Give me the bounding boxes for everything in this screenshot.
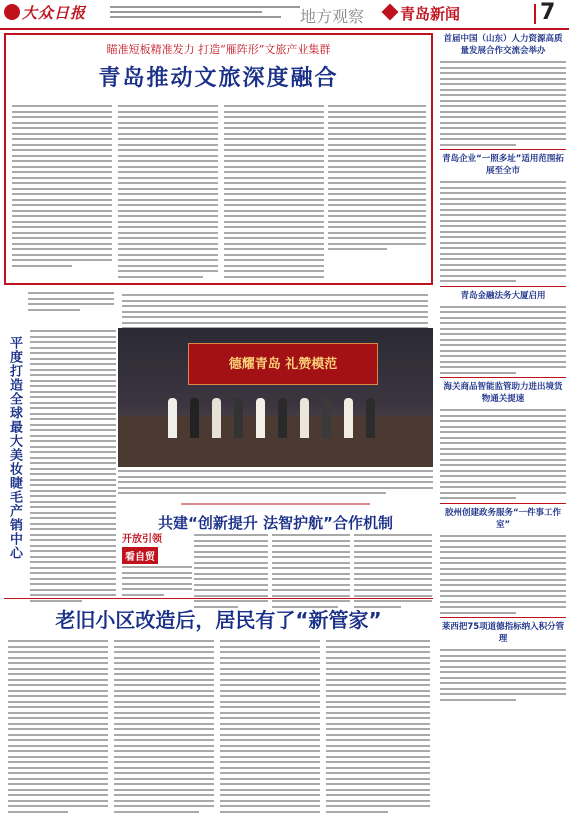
middle-story-col-3 — [354, 534, 432, 611]
honoree-figure — [190, 398, 199, 438]
photo-caption — [118, 470, 433, 498]
brief-body — [440, 181, 566, 282]
lead-kicker: 瞄准短板精准发力 打造“雁阵形”文旅产业集群 — [106, 43, 331, 56]
bottom-story-col-4 — [326, 640, 430, 816]
lead-body-col-3 — [224, 105, 324, 281]
brief-headline-customs: 海关商品智能监管助力进出境货物通关提速 — [443, 382, 563, 404]
masthead-meta — [110, 3, 300, 21]
middle-story-col-1 — [122, 566, 192, 599]
honoree-figure — [300, 398, 309, 438]
bottom-story-col-1 — [8, 640, 108, 816]
brief-body — [440, 306, 566, 374]
lead-body-col-4 — [328, 105, 426, 254]
brief-body — [440, 649, 566, 701]
lead-headline: 青岛推动文旅深度融合 — [98, 66, 339, 91]
divider — [440, 149, 566, 150]
photo-stage — [118, 416, 433, 467]
honoree-figure — [278, 398, 287, 438]
section-divider — [4, 598, 433, 599]
honoree-figure — [344, 398, 353, 438]
masthead — [0, 0, 569, 30]
honoree-figure — [212, 398, 221, 438]
brief-headline-hr-conference: 首届中国（山东）人力资源高质量发展合作交流会举办 — [443, 34, 563, 56]
brief-headline-finance-law-tower: 青岛金融法务大厦启用 — [460, 290, 546, 301]
honoree-figure — [168, 398, 177, 438]
right-column — [440, 33, 566, 704]
brief-body — [440, 535, 566, 614]
middle-story-headline: 共建“创新提升 法智护航”合作机制 — [158, 514, 393, 532]
pingdu-body — [30, 330, 116, 605]
photo-banner-text: 德耀青岛 礼赞模范 — [228, 357, 338, 372]
brief-headline-jiaozhou: 胶州创建政务服务“一件事工作室” — [444, 507, 562, 530]
stamp-line-2: 看自贸 — [122, 547, 158, 564]
honoree-figure — [366, 398, 375, 438]
bottom-story-col-3 — [220, 640, 320, 816]
pingdu-headline: 平度打造全球最大美妆睫毛产销中心 — [7, 336, 22, 560]
divider — [440, 377, 566, 378]
honoree-figure — [322, 398, 331, 438]
section-label: 地方观察 — [300, 7, 365, 26]
honoree-figure — [256, 398, 265, 438]
lead-body-col-2 — [118, 105, 218, 281]
brief-headline-one-license: 青岛企业“一照多址”适用范围拓展至全市 — [442, 154, 564, 176]
brief-body — [440, 61, 566, 146]
brief-headline-laixi: 莱西把75项道德指标纳入积分管理 — [441, 622, 565, 644]
middle-story-col-2 — [272, 534, 350, 611]
newspaper-logo-icon — [4, 4, 20, 20]
brief-body — [440, 409, 566, 499]
page-number: 7 — [540, 0, 556, 25]
page-label: 青岛新闻 — [400, 5, 461, 23]
event-photo — [118, 328, 433, 467]
column-stamp — [122, 530, 188, 564]
honoree-figure — [234, 398, 243, 438]
lead-story — [4, 33, 433, 285]
divider — [440, 503, 566, 504]
bottom-story-col-2 — [114, 640, 214, 816]
pingdu-byline — [28, 292, 114, 314]
photo-banner — [188, 343, 378, 385]
divider — [440, 286, 566, 287]
lead-body-col-1 — [12, 105, 112, 270]
pingdu-story — [4, 290, 116, 590]
newspaper-name: 大众日报 — [22, 4, 87, 22]
divider — [440, 617, 566, 618]
stamp-line-1: 开放引领 — [122, 534, 162, 545]
middle-story-kicker — [118, 500, 433, 508]
bottom-story-headline: 老旧小区改造后，居民有了“新管家” — [55, 608, 382, 632]
middle-story-col-1b — [194, 534, 268, 611]
